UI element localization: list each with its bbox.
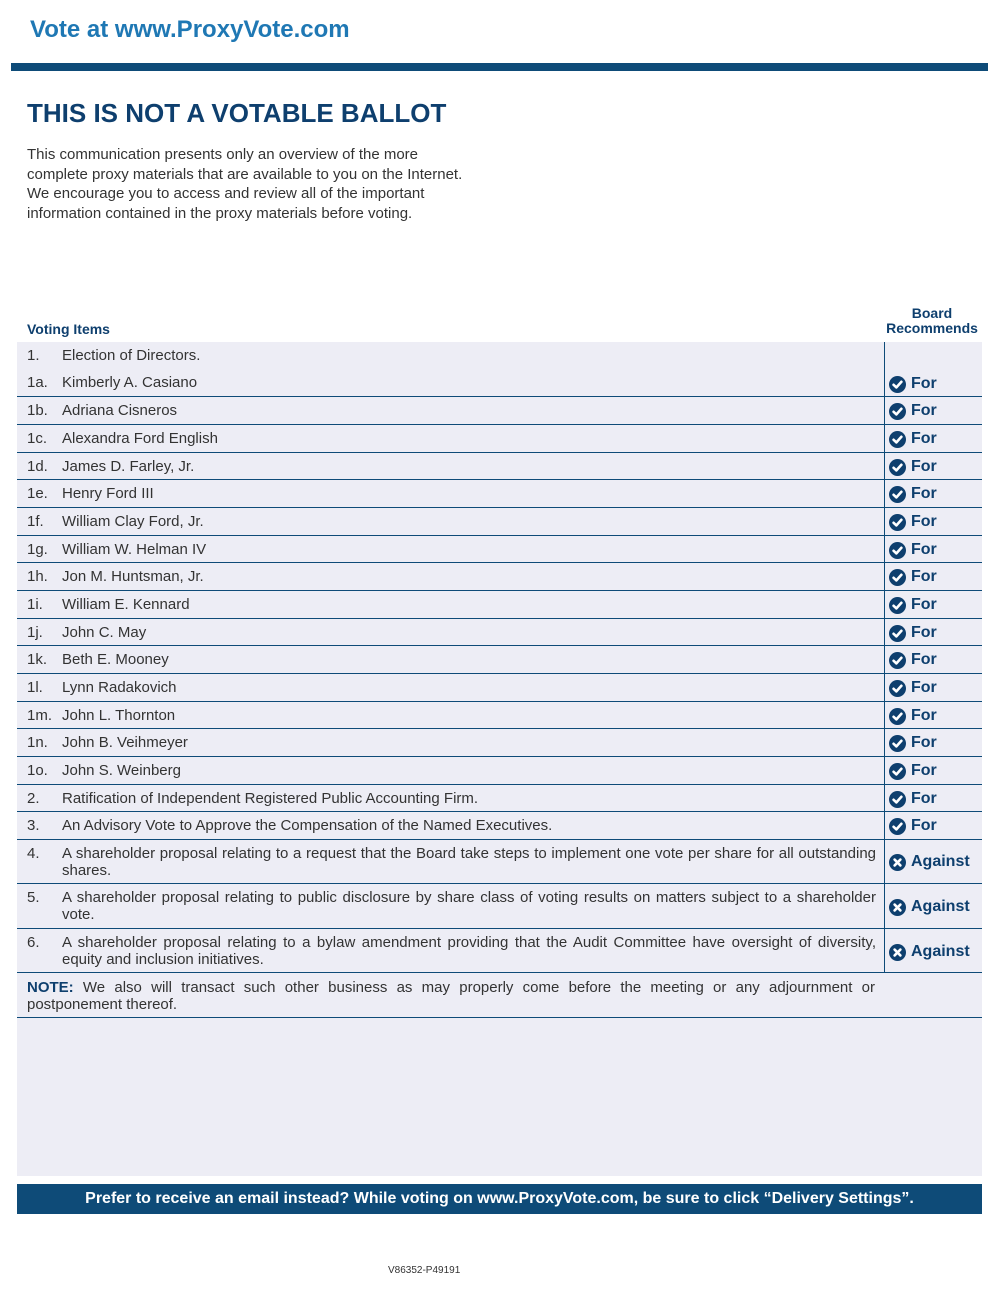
recommendation-for — [889, 734, 937, 752]
board-recommendation-cell — [884, 702, 982, 728]
check-circle-icon — [889, 403, 906, 420]
recommendation-against — [889, 943, 970, 961]
item-number: 1g. — [27, 541, 48, 558]
item-text: An Advisory Vote to Approve the Compensation of the Named Executives. — [62, 817, 553, 834]
item-text: John C. May — [62, 624, 147, 641]
recommendation-for — [889, 596, 937, 614]
check-circle-icon — [889, 514, 906, 531]
board-recommendation-cell — [884, 646, 982, 673]
header-rule — [11, 63, 988, 71]
check-circle-icon — [889, 569, 906, 586]
item-text: John B. Veihmeyer — [62, 734, 188, 751]
recommendation-for — [889, 402, 937, 420]
item-text: John L. Thornton — [62, 707, 176, 724]
recommendation-label: Against — [911, 898, 970, 915]
recommendation-label: For — [911, 707, 937, 724]
recommendation-for — [889, 679, 937, 697]
item-number: 1f. — [27, 513, 44, 530]
recommendation-for — [889, 817, 937, 835]
recommendation-label: For — [911, 513, 937, 530]
ballot-item-row — [17, 619, 982, 646]
board-recommendation-cell — [884, 812, 982, 839]
recommendation-label: Against — [911, 853, 970, 870]
ballot-item-row — [17, 453, 982, 480]
item-text: A shareholder proposal relating to public disclosure by share class of voting results on matters subject to a shareholder vote. — [62, 889, 876, 923]
board-recommendation-cell — [884, 757, 982, 784]
item-text: Ratification of Independent Registered Public Accounting Firm. — [62, 790, 479, 807]
x-circle-icon — [889, 899, 906, 916]
note-body: We also will transact such other business as may properly come before the meeting or any adjournment or postponement thereof. — [27, 979, 875, 1013]
item-number: 1b. — [27, 402, 48, 419]
item-text: William Clay Ford, Jr. — [62, 513, 204, 530]
recommendation-for — [889, 375, 937, 393]
ballot-item-row — [17, 840, 982, 884]
ballot-item-row — [17, 397, 982, 425]
item-number: 1l. — [27, 679, 43, 696]
recommendation-label: For — [911, 596, 937, 613]
recommendation-label: For — [911, 568, 937, 585]
board-recommendation-cell — [884, 425, 982, 452]
ballot-item-row — [17, 812, 982, 840]
item-text: Beth E. Mooney — [62, 651, 169, 668]
item-number: 1m. — [27, 707, 53, 724]
item-number: 1i. — [27, 596, 43, 613]
board-recommends-header — [884, 306, 980, 336]
ballot-item-row — [17, 884, 982, 929]
item-text: Lynn Radakovich — [62, 679, 177, 696]
item-number: 3. — [27, 817, 40, 834]
item-number: 1h. — [27, 568, 48, 585]
recommendation-for — [889, 458, 937, 476]
recommendation-label: For — [911, 762, 937, 779]
recommendation-for — [889, 624, 937, 642]
recommendation-label: For — [911, 734, 937, 751]
check-circle-icon — [889, 486, 906, 503]
check-circle-icon — [889, 625, 906, 642]
check-circle-icon — [889, 763, 906, 780]
ballot-item-row — [17, 729, 982, 757]
item-text: A shareholder proposal relating to a bylaw amendment providing that the Audit Committee have oversight of diversity, equity and inclusion initiatives. — [62, 934, 876, 968]
recommendation-label: For — [911, 817, 937, 834]
recommendation-for — [889, 485, 937, 503]
item-text: A shareholder proposal relating to a request that the Board take steps to implement one vote per share for all outstanding shares. — [62, 845, 876, 879]
recommendation-for — [889, 762, 937, 780]
item-number: 1k. — [27, 651, 48, 668]
check-circle-icon — [889, 652, 906, 669]
item-text: Kimberly A. Casiano — [62, 374, 198, 391]
item-number: 1o. — [27, 762, 48, 779]
check-circle-icon — [889, 542, 906, 559]
ballot-item-row — [17, 591, 982, 619]
item-text: James D. Farley, Jr. — [62, 458, 195, 475]
item-number: 1a. — [27, 374, 48, 391]
ballot-item-row — [17, 508, 982, 536]
x-circle-icon — [889, 854, 906, 871]
item-text: Henry Ford III — [62, 485, 154, 502]
x-circle-icon — [889, 944, 906, 961]
recommendation-label: For — [911, 458, 937, 475]
recommendation-for — [889, 568, 937, 586]
page-title: THIS IS NOT A VOTABLE BALLOT — [27, 98, 447, 128]
check-circle-icon — [889, 791, 906, 808]
recommendation-label: For — [911, 402, 937, 419]
recommendation-label: For — [911, 375, 937, 392]
board-header-line1: Board — [911, 305, 953, 321]
check-circle-icon — [889, 818, 906, 835]
board-recommendation-cell — [884, 785, 982, 811]
ballot-item-row — [17, 929, 982, 973]
recommendation-label: For — [911, 541, 937, 558]
recommendation-label: Against — [911, 943, 970, 960]
note-text — [27, 979, 875, 1013]
recommendation-for — [889, 513, 937, 531]
item-text: Alexandra Ford English — [62, 430, 218, 447]
delivery-settings-banner: Prefer to receive an email instead? While voting on www.ProxyVote.com, be sure to click “Delivery Settings”. — [17, 1184, 982, 1214]
board-recommendation-cell — [884, 729, 982, 756]
item-number: 1c. — [27, 430, 48, 447]
voting-items-header: Voting Items — [27, 321, 110, 337]
note-label: NOTE: — [27, 979, 74, 996]
item-number: 6. — [27, 934, 40, 951]
ballot-item-row — [17, 646, 982, 674]
note-row — [17, 973, 982, 1018]
ballot-item-row — [17, 757, 982, 785]
item-text: William E. Kennard — [62, 596, 190, 613]
item-number: 1e. — [27, 485, 48, 502]
board-recommendation-cell — [884, 453, 982, 479]
ballot-item-row — [17, 342, 982, 370]
check-circle-icon — [889, 431, 906, 448]
item-number: 1j. — [27, 624, 43, 641]
item-text: Election of Directors. — [62, 347, 201, 364]
recommendation-for — [889, 651, 937, 669]
board-recommendation-cell — [884, 536, 982, 562]
recommendation-label: For — [911, 485, 937, 502]
board-recommendation-cell — [884, 591, 982, 618]
board-recommendation-cell — [884, 342, 982, 370]
ballot-item-row — [17, 674, 982, 702]
board-recommendation-cell — [884, 397, 982, 424]
intro-paragraph: This communication presents only an overview of the more complete proxy materials that are available to you on the Internet. We encourage you to access and review all of the important information contained in the proxy materials before voting. — [27, 146, 463, 222]
recommendation-label: For — [911, 651, 937, 668]
board-recommendation-cell — [884, 840, 982, 883]
item-text: Jon M. Huntsman, Jr. — [62, 568, 204, 585]
recommendation-label: For — [911, 790, 937, 807]
item-text: William W. Helman IV — [62, 541, 207, 558]
item-number: 5. — [27, 889, 40, 906]
document-code: V86352-P49191 — [388, 1265, 461, 1276]
recommendation-label: For — [911, 679, 937, 696]
ballot-item-row — [17, 425, 982, 453]
check-circle-icon — [889, 459, 906, 476]
board-recommendation-cell — [884, 508, 982, 535]
recommendation-label: For — [911, 624, 937, 641]
item-text: Adriana Cisneros — [62, 402, 178, 419]
ballot-item-row — [17, 480, 982, 508]
board-header-line2: Recommends — [886, 320, 978, 336]
board-recommendation-cell — [884, 563, 982, 590]
board-recommendation-cell — [884, 619, 982, 645]
item-number: 2. — [27, 790, 40, 807]
check-circle-icon — [889, 708, 906, 725]
board-recommendation-cell — [884, 884, 982, 928]
ballot-item-row — [17, 536, 982, 563]
header-title: Vote at www.ProxyVote.com — [30, 16, 350, 43]
board-recommendation-cell — [884, 929, 982, 972]
ballot-item-row — [17, 370, 982, 397]
check-circle-icon — [889, 376, 906, 393]
board-recommendation-cell — [884, 674, 982, 701]
ballot-item-row — [17, 702, 982, 729]
check-circle-icon — [889, 735, 906, 752]
board-recommendation-cell — [884, 370, 982, 396]
voting-items-table — [17, 342, 982, 1176]
item-number: 4. — [27, 845, 40, 862]
recommendation-for — [889, 430, 937, 448]
recommendation-label: For — [911, 430, 937, 447]
item-number: 1n. — [27, 734, 48, 751]
item-number: 1. — [27, 347, 40, 364]
recommendation-for — [889, 541, 937, 559]
board-recommendation-cell — [884, 480, 982, 507]
ballot-item-row — [17, 785, 982, 812]
item-text: John S. Weinberg — [62, 762, 181, 779]
recommendation-against — [889, 898, 970, 916]
recommendation-for — [889, 707, 937, 725]
recommendation-for — [889, 790, 937, 808]
check-circle-icon — [889, 680, 906, 697]
recommendation-against — [889, 853, 970, 871]
ballot-item-row — [17, 563, 982, 591]
check-circle-icon — [889, 597, 906, 614]
item-number: 1d. — [27, 458, 48, 475]
